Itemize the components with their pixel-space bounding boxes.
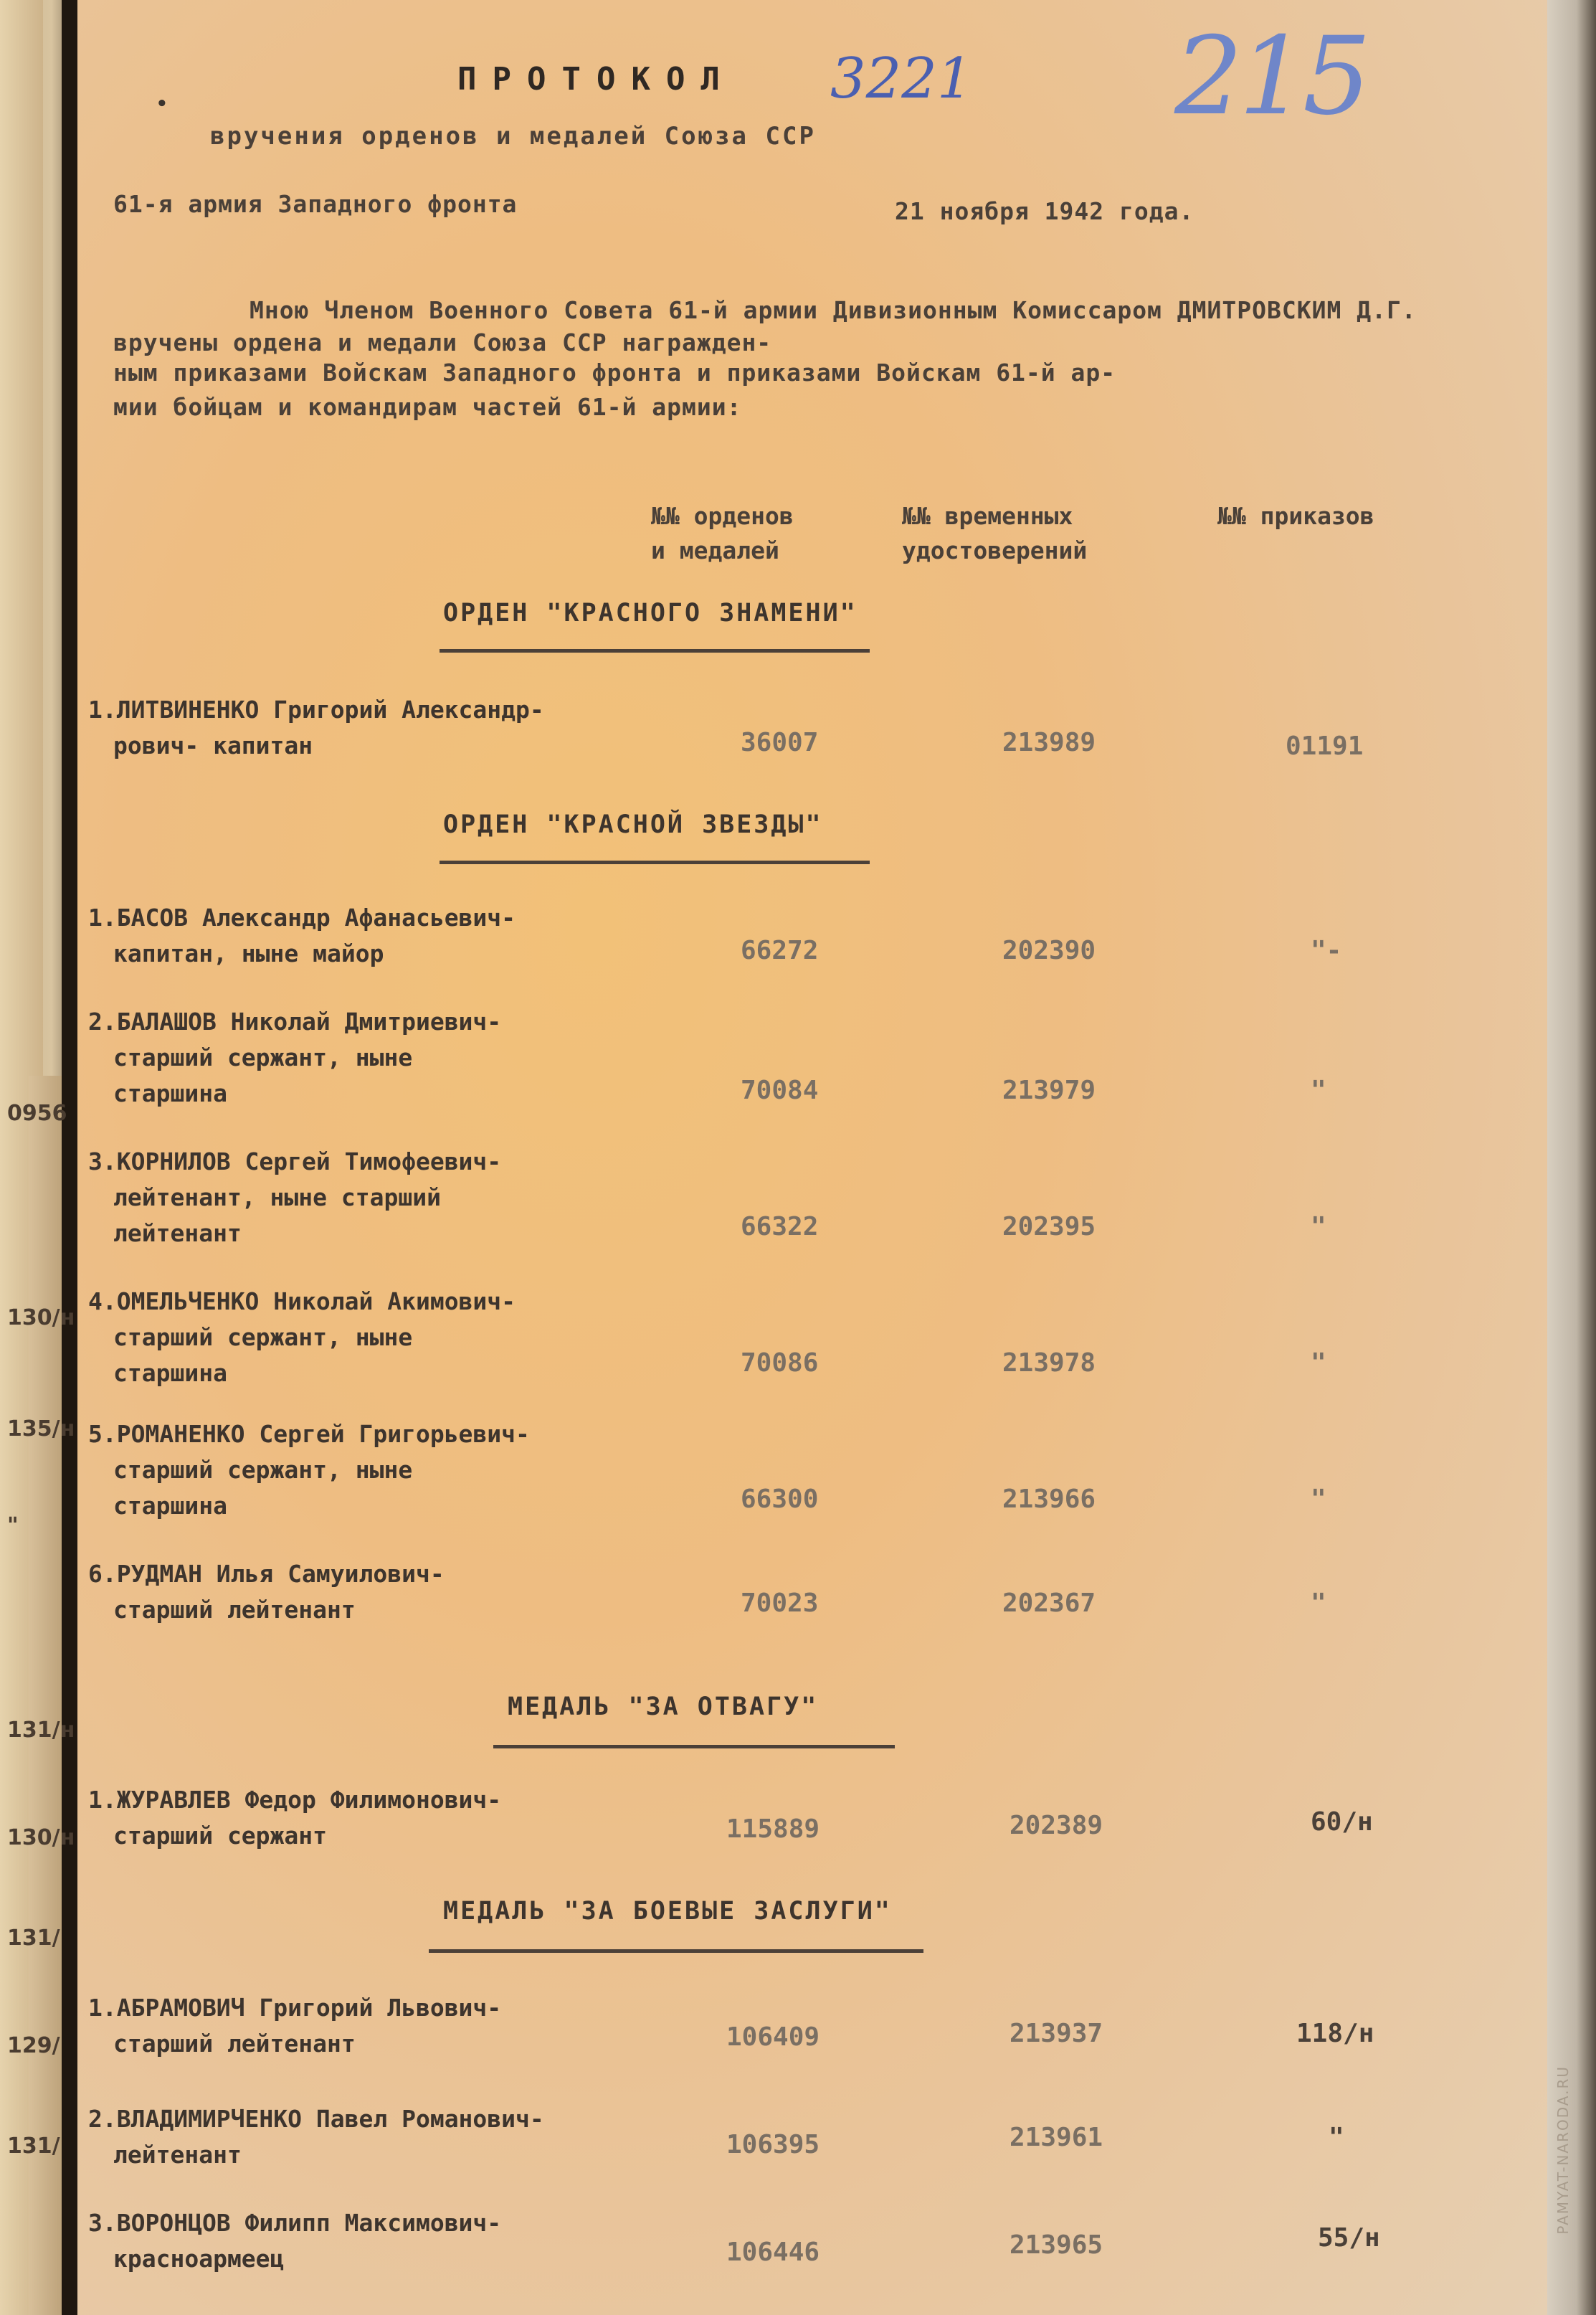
order-number: 66322 xyxy=(741,1212,819,1241)
certificate-number: 202367 xyxy=(1002,1589,1096,1618)
margin-note: 135/н xyxy=(7,1416,75,1441)
decree-number: "- xyxy=(1311,936,1342,965)
order-number: 66300 xyxy=(741,1485,819,1514)
recipient-rank: лейтенант, ныне старший xyxy=(113,1183,441,1211)
book-binding xyxy=(62,0,77,2315)
order-number: 115889 xyxy=(726,1814,820,1844)
bullet-mark: • xyxy=(156,93,168,115)
order-number: 70023 xyxy=(741,1589,819,1618)
column-header-orders-2: и медалей xyxy=(651,536,779,564)
recipient-name: 1.ЖУРАВЛЕВ Федор Филимонович- xyxy=(88,1786,502,1814)
recipient-rank: старшина xyxy=(113,1079,227,1107)
certificate-number: 213965 xyxy=(1010,2230,1103,2260)
order-number: 106446 xyxy=(726,2238,820,2267)
document-date: 21 ноября 1942 года. xyxy=(895,197,1194,225)
order-number: 36007 xyxy=(741,728,819,757)
column-header-orders: №№ орденов xyxy=(651,502,794,530)
order-number: 66272 xyxy=(741,936,819,965)
margin-note: 131/ xyxy=(7,2134,60,2159)
certificate-number: 213937 xyxy=(1010,2019,1103,2048)
certificate-number: 213966 xyxy=(1002,1485,1096,1514)
protocol-number: 3221 xyxy=(830,47,973,111)
column-header-decrees: №№ приказов xyxy=(1217,502,1374,530)
certificate-number: 202395 xyxy=(1002,1212,1096,1241)
section-title: МЕДАЛЬ "ЗА БОЕВЫЕ ЗАСЛУГИ" xyxy=(443,1897,892,1926)
recipient-name: 2.ВЛАДИМИРЧЕНКО Павел Романович- xyxy=(88,2105,544,2133)
decree-number: " xyxy=(1329,2123,1344,2152)
section-underline xyxy=(429,1949,923,1953)
recipient-rank: красноармеец xyxy=(113,2245,285,2273)
document-subtitle: вручения орденов и медалей Союза ССР xyxy=(210,122,816,151)
decree-number: 01191 xyxy=(1286,732,1364,761)
section-underline xyxy=(440,649,870,653)
section-title: ОРДЕН "КРАСНОГО ЗНАМЕНИ" xyxy=(443,599,858,628)
order-number: 70084 xyxy=(741,1076,819,1105)
margin-note: " xyxy=(7,1513,19,1538)
recipient-rank: старший сержант, ныне xyxy=(113,1043,413,1071)
recipient-rank: старший лейтенант xyxy=(113,1596,356,1624)
army-line: 61-я армия Западного фронта xyxy=(113,190,518,218)
recipient-rank: старший сержант, ныне xyxy=(113,1323,413,1351)
recipient-rank: лейтенант xyxy=(113,1219,242,1247)
archive-page-number: 215 xyxy=(1174,14,1367,139)
certificate-number: 213978 xyxy=(1002,1348,1096,1378)
right-page-edge xyxy=(1547,0,1596,2315)
order-number: 106395 xyxy=(726,2130,820,2159)
decree-number: 55/н xyxy=(1318,2223,1380,2253)
recipient-rank: старшина xyxy=(113,1359,227,1387)
section-title: МЕДАЛЬ "ЗА ОТВАГУ" xyxy=(508,1693,819,1721)
intro-line: ным приказами Войскам Западного фронта и приказами Войскам 61-й ар- xyxy=(113,359,1116,387)
recipient-rank: старшина xyxy=(113,1492,227,1520)
recipient-rank: старший сержант xyxy=(113,1822,328,1850)
certificate-number: 202390 xyxy=(1002,936,1096,965)
order-number: 106409 xyxy=(726,2022,820,2052)
section-underline xyxy=(493,1745,895,1748)
recipient-name: 1.БАСОВ Александр Афанасьевич- xyxy=(88,904,516,932)
decree-number: " xyxy=(1311,1348,1326,1378)
decree-number: " xyxy=(1311,1589,1326,1618)
certificate-number: 213961 xyxy=(1010,2123,1103,2152)
recipient-rank: капитан, ныне майор xyxy=(113,939,384,967)
recipient-name: 5.РОМАНЕНКО Сергей Григорьевич- xyxy=(88,1420,530,1448)
certificate-number: 202389 xyxy=(1010,1811,1103,1840)
recipient-rank: лейтенант xyxy=(113,2141,242,2169)
recipient-rank: старший сержант, ныне xyxy=(113,1456,413,1484)
order-number: 70086 xyxy=(741,1348,819,1378)
recipient-name: 4.ОМЕЛЬЧЕНКО Николай Акимович- xyxy=(88,1287,516,1315)
section-underline xyxy=(440,861,870,864)
recipient-name: 1.ЛИТВИНЕНКО Григорий Александр- xyxy=(88,696,544,724)
certificate-number: 213989 xyxy=(1002,728,1096,757)
decree-number: " xyxy=(1311,1485,1326,1514)
decree-number: " xyxy=(1311,1212,1326,1241)
document-page xyxy=(77,0,1547,2315)
recipient-name: 2.БАЛАШОВ Николай Дмитриевич- xyxy=(88,1008,502,1036)
document-title: ПРОТОКОЛ xyxy=(457,61,736,98)
margin-note: 131/ xyxy=(7,1926,60,1951)
margin-note: 131/н xyxy=(7,1718,75,1743)
recipient-name: 3.ВОРОНЦОВ Филипп Максимович- xyxy=(88,2209,502,2237)
column-header-certificates: №№ временных xyxy=(902,502,1073,530)
recipient-name: 3.КОРНИЛОВ Сергей Тимофеевич- xyxy=(88,1147,502,1175)
decree-number: 60/н xyxy=(1311,1807,1373,1837)
decree-number: " xyxy=(1311,1076,1326,1105)
intro-line: мии бойцам и командирам частей 61-й армии: xyxy=(113,393,742,421)
margin-note: 130/н xyxy=(7,1305,75,1330)
section-title: ОРДЕН "КРАСНОЙ ЗВЕЗДЫ" xyxy=(443,810,823,839)
recipient-rank: рович- капитан xyxy=(113,732,313,759)
decree-number: 118/н xyxy=(1296,2019,1374,2048)
recipient-name: 1.АБРАМОВИЧ Григорий Львович- xyxy=(88,1994,502,2022)
recipient-rank: старший лейтенант xyxy=(113,2030,356,2058)
watermark: PAMYAT-NARODA.RU xyxy=(1554,2065,1572,2235)
intro-line: Мною Членом Военного Совета 61-й армии Дивизионным Комиссаром ДМИТРОВСКИМ Д.Г. вручены ордена и медали Союза ССР награжден- xyxy=(113,296,1417,356)
margin-note: 130/н xyxy=(7,1825,75,1850)
recipient-name: 6.РУДМАН Илья Самуилович- xyxy=(88,1560,445,1588)
column-header-certificates-2: удостоверений xyxy=(902,536,1088,564)
certificate-number: 213979 xyxy=(1002,1076,1096,1105)
margin-note: 129/ xyxy=(7,2033,60,2058)
margin-note: 0956 xyxy=(7,1101,67,1126)
